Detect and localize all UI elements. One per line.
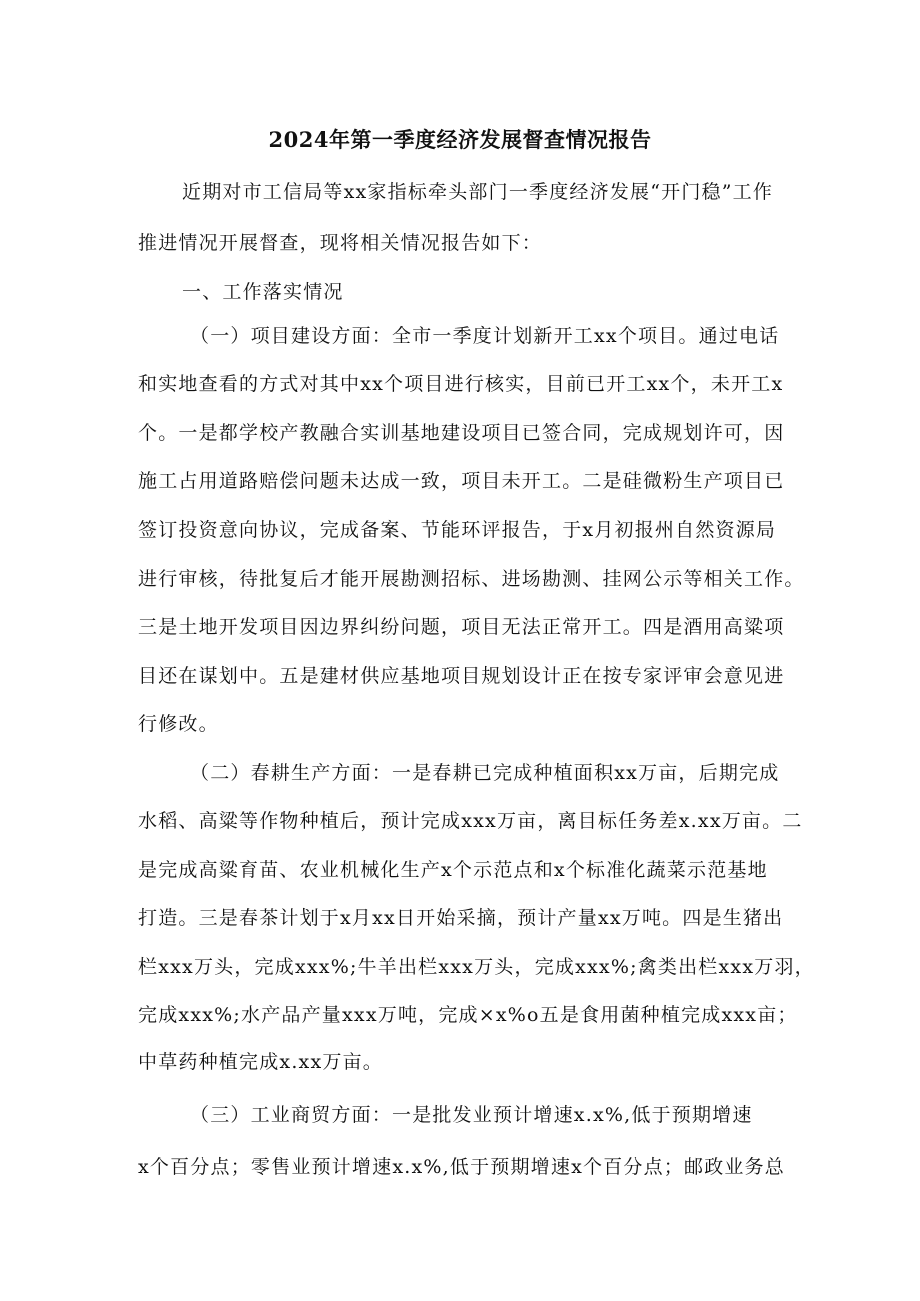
para1-line: 和实地查看的方式对其中xx个项目进行核实，目前已开工xx个，未开工x bbox=[138, 373, 784, 395]
para3-line: （三）工业商贸方面：一是批发业预计增速x.x%,低于预期增速 bbox=[190, 1104, 753, 1126]
para1-line: 目还在谋划中。五是建材供应基地项目规划设计正在按专家评审会意见进 bbox=[138, 665, 785, 687]
para1-line: （一）项目建设方面：全市一季度计划新开工xx个项目。通过电话 bbox=[190, 325, 780, 347]
para1-line: 签订投资意向协议，完成备案、节能环评报告，于x月初报州自然资源局 bbox=[138, 519, 777, 541]
para1-line: 行修改。 bbox=[138, 713, 219, 735]
section-heading: 一、工作落实情况 bbox=[182, 281, 344, 303]
para1-line: 施工占用道路赔偿问题未达成一致，项目未开工。二是硅微粉生产项目已 bbox=[138, 470, 785, 492]
para2-line: 完成xxx%;水产品产量xxx万吨，完成×x%o五是食用菌种植完成xxx亩； bbox=[138, 1004, 798, 1026]
intro-line: 推进情况开展督查，现将相关情况报告如下： bbox=[138, 232, 543, 254]
para1-line: 个。一是都学校产教融合实训基地建设项目已签合同，完成规划许可，因 bbox=[138, 422, 785, 444]
para2-line: 是完成高粱育苗、农业机械化生产x个示范点和x个标准化蔬菜示范基地 bbox=[138, 859, 768, 881]
para2-line: 打造。三是春茶计划于x月xx日开始采摘，预计产量xx万吨。四是生猪出 bbox=[138, 907, 784, 929]
para2-line: 栏xxx万头，完成xxx%;牛羊出栏xxx万头，完成xxx%;禽类出栏xxx万羽， bbox=[138, 956, 815, 978]
para2-line: 水稻、高粱等作物种植后，预计完成xxx万亩，离目标任务差x.xx万亩。二 bbox=[138, 810, 803, 832]
para1-line: 进行审核，待批复后才能开展勘测招标、进场勘测、挂网公示等相关工作。 bbox=[138, 568, 805, 590]
para3-line: x个百分点；零售业预计增速x.x%,低于预期增速x个百分点；邮政业务总 bbox=[138, 1156, 785, 1178]
para1-line: 三是土地开发项目因边界纠纷问题，项目无法正常开工。四是酒用高粱项 bbox=[138, 616, 785, 638]
para2-line: （二）春耕生产方面：一是春耕已完成种植面积xx万亩，后期完成 bbox=[190, 762, 780, 784]
document-title: 2024年第一季度经济发展督查情况报告 bbox=[268, 127, 652, 152]
para2-line: 中草药种植完成x.xx万亩。 bbox=[138, 1051, 383, 1073]
intro-line: 近期对市工信局等xx家指标牵头部门一季度经济发展“开门稳”工作 bbox=[182, 181, 774, 203]
